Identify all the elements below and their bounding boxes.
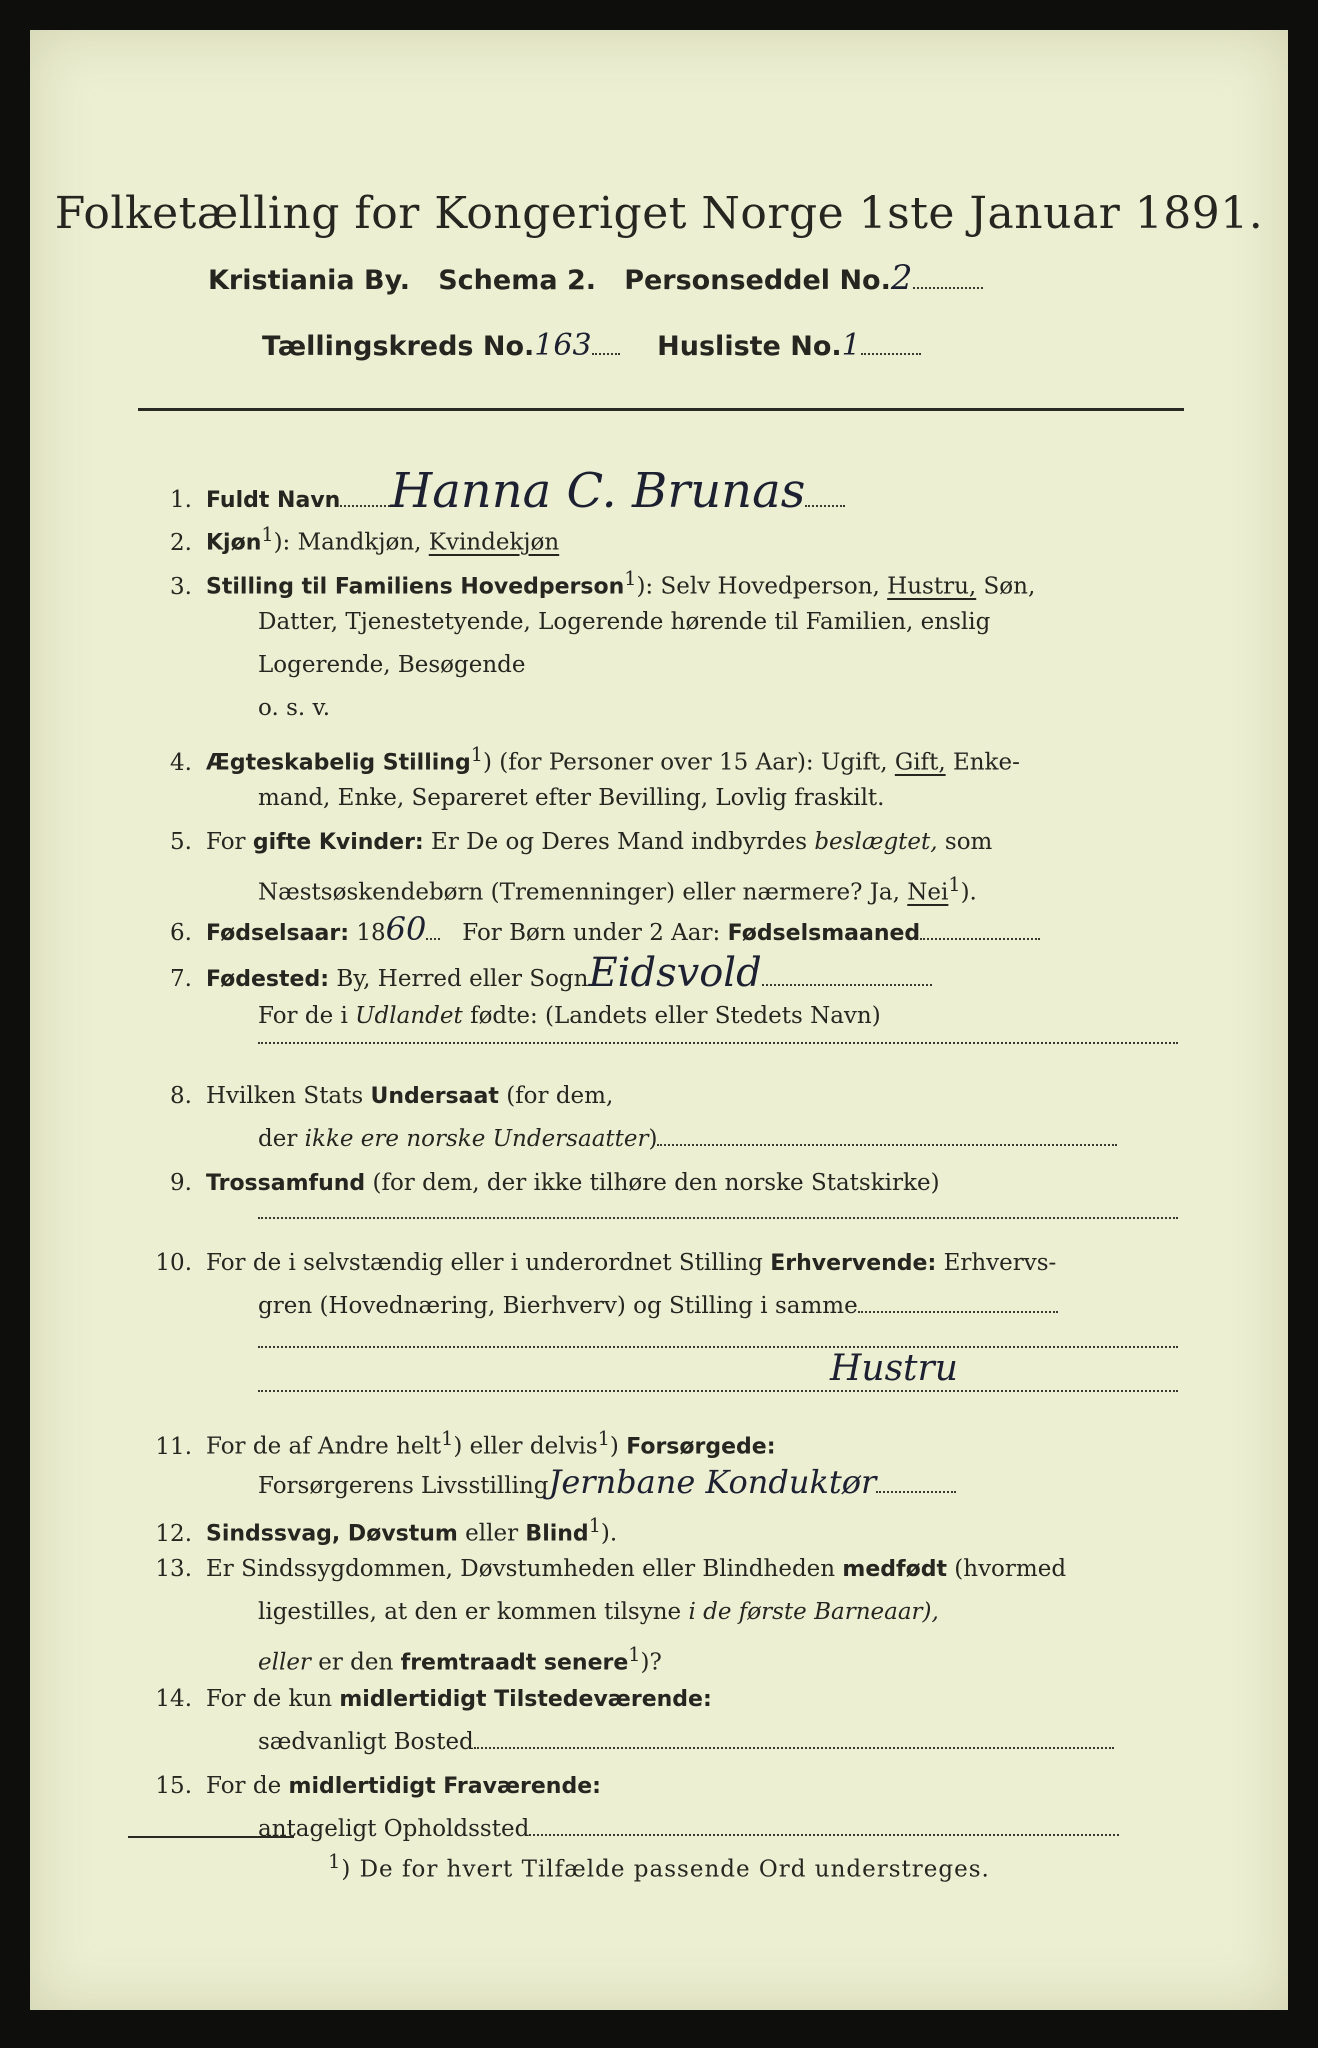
- related-selected: Nei: [907, 879, 949, 906]
- footnote: $^1$) De for hvert Tilfælde passende Ord understreges.: [328, 1850, 990, 1883]
- supporter-occupation-value: Jernbane Konduktør: [548, 1463, 877, 1501]
- field-religion: 9. Trossamfund (for dem, der ikke tilhøre den norske Statskirke): [170, 1170, 940, 1196]
- tellingskreds-label: Tællingskreds No.: [262, 331, 535, 362]
- field-temporarily-present: 14. For de kun midlertidigt Tilstedeværende:: [155, 1686, 712, 1712]
- header-rule: [138, 408, 1184, 411]
- full-name-value: Hanna C. Brunas: [390, 463, 806, 519]
- field-birth-year: 6. Fødselsaar: 1860 For Børn under 2 Aar: Fødselsmaaned: [130, 914, 1040, 949]
- field-temporarily-absent: 15. For de midlertidigt Fraværende:: [155, 1773, 601, 1799]
- sex-selected: Kvindekjøn: [428, 529, 560, 556]
- footnote-rule: [128, 1836, 294, 1838]
- field-married-women: 5. For gifte Kvinder: Er De og Deres Mand indbyrdes beslægtet, som: [170, 829, 993, 855]
- birthplace-value: Eidsvold: [588, 950, 762, 996]
- city-label: Kristiania By.: [208, 265, 410, 296]
- field-birthplace: 7. Fødested: By, Herred eller SognEidsvold: [130, 958, 932, 995]
- personseddel-number: 2: [890, 258, 913, 298]
- marital-status-selected: Gift,: [894, 749, 946, 776]
- field-sex: 2. Kjøn$^1$): Mandkjøn, Kvindekjøn: [170, 523, 560, 556]
- field-full-name: 1. Fuldt Navn Hanna C. Brunas: [130, 476, 845, 516]
- field-citizenship: 8. Hvilken Stats Undersaat (for dem,: [170, 1083, 614, 1109]
- personseddel-label: Personseddel No.: [624, 265, 891, 296]
- field-disability: 12. Sindssvag, Døvstum eller Blind$^1$).: [155, 1514, 618, 1547]
- field-occupation: 10. For de i selvstændig eller i underordnet Stilling Erhvervende: Erhvervs-: [155, 1250, 1057, 1276]
- birth-year-value: 60: [385, 910, 427, 948]
- form-subtitle-2: [262, 328, 921, 363]
- husliste-label: Husliste No.: [657, 331, 842, 362]
- husliste-number: 1: [841, 328, 861, 363]
- form-title: Folketælling for Kongeriget Norge 1ste Januar 1891.: [54, 188, 1264, 239]
- field-family-position: 3. Stilling til Familiens Hovedperson$^1$): Selv Hovedperson, Hustru, Søn,: [170, 567, 1036, 600]
- occupation-value: Hustru: [830, 1348, 958, 1389]
- census-form-sheet: Folketælling for Kongeriget Norge 1ste Januar 1891. Kristiania By. Schema 2. Personseddel No.2 Tællingskreds No.163 Husliste No.1 1. Fuldt Navn Hanna C. Brunas 2. Kjøn$^1$): Mandkjøn, Kvindekjøn 3. Stilling til Familiens Hovedperson$^1$): Selv Hovedperson, Hustru, Søn, Datter, Tjenestetyende, Logerende hørende til Familien, enslig Logerende, Besøgende o. s. v. 4. Ægteskabelig Stilling$^1$) (for Personer over 15 Aar): Ugift, Gift, Enke- mand, Enke, Separeret efter Bevilling, Lovlig fraskilt. 5. For gifte Kvinder: Er De og Deres Mand indbyrdes beslægtet, som Næstsøskendebørn (Tremenninger) eller nærmere? Ja, Nei$^1$). 6. Fødselsaar: 1860 For Børn under 2 Aar: Fødselsmaaned 7. Fødested: By, Herred eller SognEidsvold For de i Udlandet fødte: (Landets eller Stedets Navn) 8. Hvilken Stats Undersaat (for dem, der ikke ere norske Undersaatter) 9. Trossamfund (for dem, der ikke tilhøre den norske Statskirke) 10. For de i selvstændig eller i underordnet Stilling Erhvervende: Erhvervs- gren (Hovednæring, Bierhverv) og Stilling i samme Hustru 11. For de af Andre helt$^1$) eller delvis$^1$) Forsørgede: Forsørgerens LivsstillingJernbane Konduktør 12. Sindssvag, Døvstum eller Blind$^1$). 13. Er Sindssygdommen, Døvstumheden eller Blindheden medfødt (hvormed ligestilles, at den er kommen tilsyne i de første Barneaar), eller er den fremtraadt senere$^1$)? 14. For de kun midlertidigt Tilstedeværende: sædvanligt Bosted 15. For de midlertidigt Fraværende: antageligt Opholdssted $^1$) De for hvert Tilfælde passende Ord understreges.: [30, 30, 1288, 2010]
- field-congenital: 13. Er Sindssygdommen, Døvstumheden eller Blindheden medfødt (hvormed: [155, 1556, 1067, 1582]
- field-marital-status: 4. Ægteskabelig Stilling$^1$) (for Personer over 15 Aar): Ugift, Gift, Enke-: [170, 743, 1020, 776]
- schema-label: Schema 2.: [438, 265, 596, 296]
- family-position-selected: Hustru,: [887, 573, 977, 600]
- tellingskreds-number: 163: [534, 328, 592, 363]
- field-supported: 11. For de af Andre helt$^1$) eller delvis$^1$) Forsørgede:: [155, 1427, 776, 1460]
- form-subtitle: [208, 258, 983, 298]
